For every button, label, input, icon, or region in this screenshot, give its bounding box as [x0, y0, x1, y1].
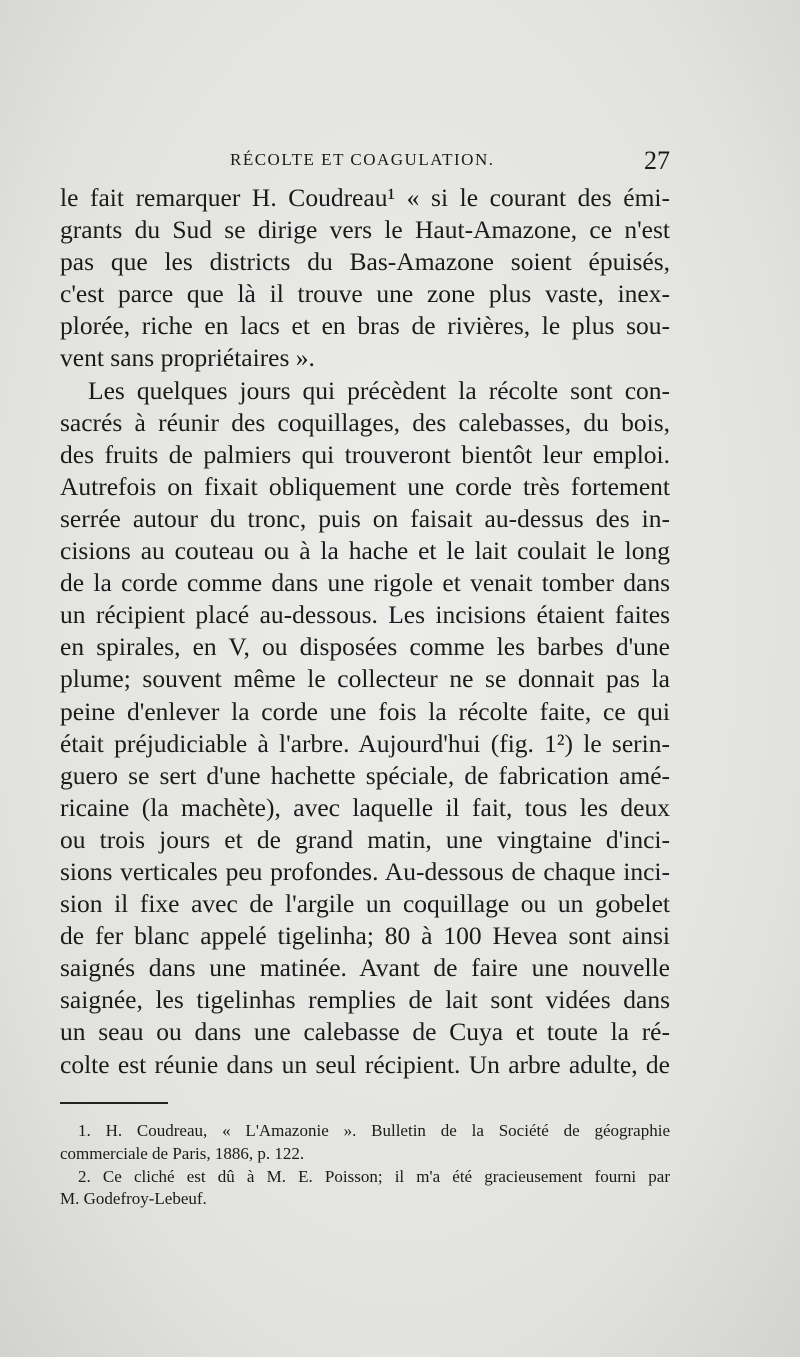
running-title: RÉCOLTE ET COAGULATION.	[230, 150, 495, 169]
text-line: guero se sert d'une hachette spéciale, de fabrication amé-	[60, 760, 670, 790]
page-header	[60, 146, 670, 180]
text-line: des fruits de palmiers qui trouveront bientôt leur emploi.	[60, 439, 670, 469]
text-line: colte est réunie dans un seul récipient. Un arbre adulte, de	[60, 1049, 670, 1079]
text-line: de la corde comme dans une rigole et venait tomber dans	[60, 568, 670, 598]
text-line: ricaine (la machète), avec laquelle il fait, tous les deux	[60, 792, 670, 822]
text-line: le fait remarquer H. Coudreau¹ « si le courant des émi-	[60, 183, 670, 212]
text-line: Autrefois on fixait obliquement une corde très fortement	[60, 471, 670, 501]
body-text	[60, 182, 670, 1081]
text-line: vent sans propriétaires ».	[60, 343, 315, 373]
text-line: un récipient placé au-dessous. Les incisions étaient faites	[60, 600, 670, 630]
text-line: serrée autour du tronc, puis on faisait au-dessus des in-	[60, 503, 670, 533]
footnotes	[60, 1120, 670, 1211]
text-line: de fer blanc appelé tigelinha; 80 à 100 Hevea sont ainsi	[60, 921, 670, 951]
text-line: plorée, riche en lacs et en bras de rivières, le plus sou-	[60, 311, 670, 341]
text-line: un seau ou dans une calebasse de Cuya et toute la ré-	[60, 1017, 670, 1047]
footnote-line: 1. H. Coudreau, « L'Amazonie ». Bulletin de la Société de géographie	[78, 1121, 670, 1140]
text-line: sions verticales peu profondes. Au-dessous de chaque inci-	[60, 856, 670, 886]
text-line: pas que les districts du Bas-Amazone soient épuisés,	[60, 247, 670, 277]
footnote-divider	[60, 1102, 168, 1104]
text-line: était préjudiciable à l'arbre. Aujourd'hui (fig. 1²) le serin-	[60, 728, 670, 758]
text-line: en spirales, en V, ou disposées comme les barbes d'une	[60, 632, 670, 662]
footnote-line: M. Godefroy-Lebeuf.	[60, 1189, 207, 1209]
text-line: peine d'enlever la corde une fois la récolte faite, ce qui	[60, 696, 670, 726]
text-line: ou trois jours et de grand matin, une vingtaine d'inci-	[60, 824, 670, 854]
text-line: c'est parce que là il trouve une zone plus vaste, inex-	[60, 279, 670, 309]
text-line: grants du Sud se dirige vers le Haut-Amazone, ce n'est	[60, 215, 670, 245]
text-line: sacrés à réunir des coquillages, des calebasses, du bois,	[60, 407, 670, 437]
footnote-line: 2. Ce cliché est dû à M. E. Poisson; il m'a été gracieusement fourni par	[78, 1166, 670, 1186]
text-line: saignée, les tigelinhas remplies de lait sont vidées dans	[60, 985, 670, 1015]
text-line: saignés dans une matinée. Avant de faire une nouvelle	[60, 953, 670, 983]
text-line: cisions au couteau ou à la hache et le lait coulait le long	[60, 536, 670, 566]
text-line: sion il fixe avec de l'argile un coquillage ou un gobelet	[60, 889, 670, 919]
footnote-line: commerciale de Paris, 1886, p. 122.	[60, 1143, 305, 1163]
page-number: 27	[644, 146, 670, 175]
text-line: Les quelques jours qui précèdent la récolte sont con-	[88, 375, 670, 405]
text-line: plume; souvent même le collecteur ne se donnait pas la	[60, 664, 670, 694]
